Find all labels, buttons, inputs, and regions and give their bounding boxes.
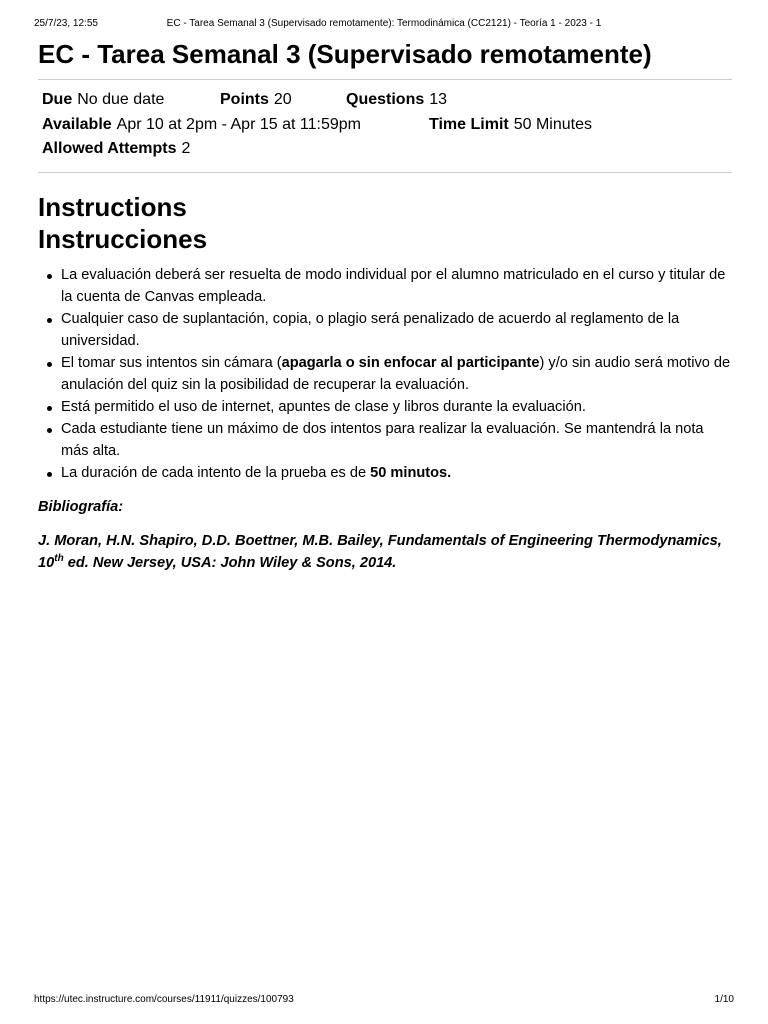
bullet-icon bbox=[47, 472, 52, 477]
details-row-2 bbox=[42, 113, 728, 138]
attempts-label: Allowed Attempts bbox=[42, 140, 177, 157]
rule-text: Cada estudiante tiene un máximo de dos intentos para realizar la evaluación. Se mantendrá la nota más alta. bbox=[61, 420, 704, 459]
bibliography-label: Bibliografía: bbox=[38, 498, 124, 515]
instructions-subheading: Instrucciones bbox=[38, 223, 208, 254]
print-document-title: EC - Tarea Semanal 3 (Supervisado remotamente): Termodinámica (CC2121) - Teoría 1 - 2023 - 1 bbox=[166, 18, 602, 29]
rules-list bbox=[38, 264, 732, 484]
reference-text: ed. New Jersey, USA: John Wiley & Sons, 2014. bbox=[63, 554, 397, 571]
reference-text: J. Moran, H.N. Shapiro, D.D. Boettner, M.B. Bailey, Fundamentals of Engineering Thermodynamics, 10 bbox=[38, 532, 722, 571]
time-limit-value: 50 Minutes bbox=[513, 115, 592, 133]
points-value: 20 bbox=[273, 91, 292, 108]
questions-value: 13 bbox=[429, 91, 448, 108]
questions-label: Questions bbox=[346, 91, 425, 108]
quiz-details bbox=[38, 80, 732, 173]
questions-detail bbox=[346, 88, 447, 113]
bullet-icon bbox=[47, 406, 52, 411]
quiz-title: EC - Tarea Semanal 3 (Supervisado remotamente) bbox=[38, 38, 732, 80]
due-label: Due bbox=[42, 91, 73, 108]
details-row-3 bbox=[42, 137, 728, 162]
rule-text: La evaluación deberá ser resuelta de modo individual por el alumno matriculado en el curso y titular de la cuenta de Canvas empleada. bbox=[61, 266, 726, 305]
bibliography-reference bbox=[38, 530, 732, 574]
print-url: https://utec.instructure.com/courses/11911/quizzes/100793 bbox=[34, 994, 294, 1005]
due-detail bbox=[42, 88, 220, 113]
bullet-icon bbox=[47, 362, 52, 367]
rule-emphasis: apagarla o sin enfocar al participante bbox=[281, 354, 540, 371]
rule-text: La duración de cada intento de la prueba es de bbox=[61, 464, 371, 481]
bullet-icon bbox=[47, 318, 52, 323]
time-limit-label: Time Limit bbox=[429, 115, 509, 133]
available-detail bbox=[42, 113, 429, 138]
list-item bbox=[38, 308, 732, 352]
page-number: 1/10 bbox=[714, 994, 734, 1005]
print-header bbox=[34, 17, 734, 30]
list-item bbox=[38, 352, 732, 396]
rule-text: Está permitido el uso de internet, apuntes de clase y libros durante la evaluación. bbox=[61, 398, 586, 415]
list-item bbox=[38, 264, 732, 308]
points-label: Points bbox=[220, 91, 269, 108]
bullet-icon bbox=[47, 274, 52, 279]
instructions-heading: Instructions bbox=[38, 191, 187, 222]
print-footer bbox=[34, 993, 734, 1006]
reference-superscript: th bbox=[54, 552, 64, 564]
attempts-value: 2 bbox=[181, 140, 191, 157]
list-item bbox=[38, 396, 732, 418]
print-date: 25/7/23, 12:55 bbox=[34, 18, 98, 29]
rule-text: Cualquier caso de suplantación, copia, o plagio será penalizado de acuerdo al reglamento de la universidad. bbox=[61, 310, 680, 349]
due-value: No due date bbox=[77, 91, 165, 108]
list-item bbox=[38, 462, 732, 484]
list-item bbox=[38, 418, 732, 462]
available-label: Available bbox=[42, 115, 112, 133]
quiz-content bbox=[38, 38, 732, 574]
rule-text: ) y/o sin audio será motivo de anulación del quiz sin la posibilidad de recuperar la evaluación. bbox=[61, 354, 731, 393]
attempts-detail bbox=[42, 137, 190, 162]
time-limit-detail bbox=[429, 113, 592, 138]
points-detail bbox=[220, 88, 346, 113]
bullet-icon bbox=[47, 428, 52, 433]
details-row-1 bbox=[42, 88, 728, 113]
rule-text: El tomar sus intentos sin cámara ( bbox=[61, 354, 282, 371]
rule-emphasis: 50 minutos. bbox=[370, 464, 452, 481]
available-value: Apr 10 at 2pm - Apr 15 at 11:59pm bbox=[116, 115, 361, 133]
